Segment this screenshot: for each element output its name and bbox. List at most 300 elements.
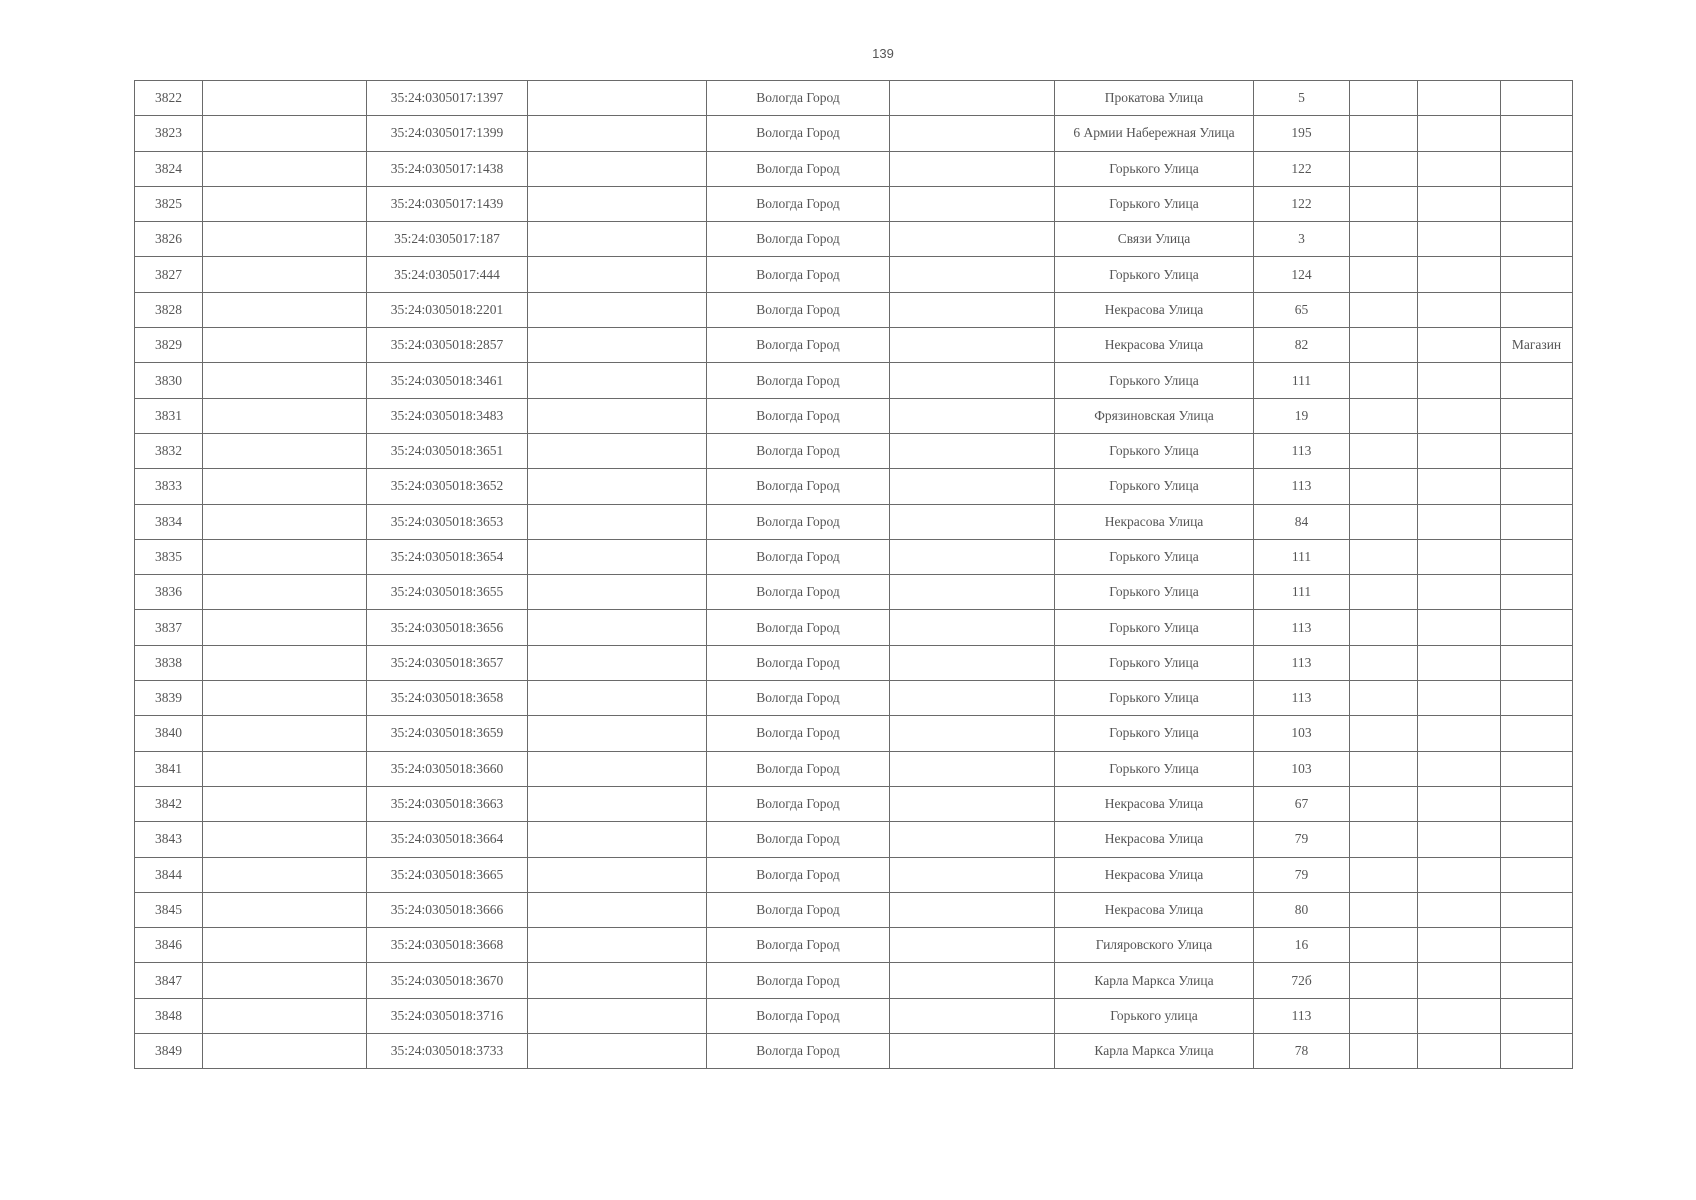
- cell-street: Горького Улица: [1055, 433, 1254, 468]
- cell-row-number: 3839: [135, 681, 203, 716]
- table-row: [135, 504, 1573, 539]
- cell-empty: [1418, 186, 1501, 221]
- cell-empty: [203, 469, 367, 504]
- cell-note: [1501, 751, 1573, 786]
- cell-house-number: 72б: [1254, 963, 1350, 998]
- cell-empty: [1418, 963, 1501, 998]
- cell-street: Прокатова Улица: [1055, 81, 1254, 116]
- cell-empty: [890, 292, 1055, 327]
- cell-row-number: 3833: [135, 469, 203, 504]
- cell-empty: [1418, 257, 1501, 292]
- cell-locality: Вологда Город: [707, 433, 890, 468]
- cell-row-number: 3840: [135, 716, 203, 751]
- cell-empty: [203, 151, 367, 186]
- cell-empty: [890, 328, 1055, 363]
- cell-house-number: 122: [1254, 151, 1350, 186]
- cell-cadastral-number: 35:24:0305018:3653: [367, 504, 528, 539]
- cell-empty: [1350, 786, 1418, 821]
- cell-street: Горького Улица: [1055, 645, 1254, 680]
- cell-cadastral-number: 35:24:0305018:3665: [367, 857, 528, 892]
- cell-empty: [1350, 257, 1418, 292]
- cell-empty: [890, 822, 1055, 857]
- cell-cadastral-number: 35:24:0305017:1397: [367, 81, 528, 116]
- cell-empty: [203, 681, 367, 716]
- table-row: [135, 610, 1573, 645]
- table-row: [135, 751, 1573, 786]
- cell-empty: [890, 998, 1055, 1033]
- cell-street: Некрасова Улица: [1055, 857, 1254, 892]
- cell-street: Горького Улица: [1055, 575, 1254, 610]
- cell-empty: [528, 610, 707, 645]
- cell-empty: [528, 257, 707, 292]
- table-row: [135, 575, 1573, 610]
- cell-house-number: 122: [1254, 186, 1350, 221]
- cell-empty: [1418, 857, 1501, 892]
- cell-row-number: 3827: [135, 257, 203, 292]
- cell-empty: [890, 575, 1055, 610]
- cell-note: [1501, 222, 1573, 257]
- cell-empty: [890, 433, 1055, 468]
- cell-empty: [528, 328, 707, 363]
- cell-locality: Вологда Город: [707, 398, 890, 433]
- cell-note: [1501, 681, 1573, 716]
- table-row: [135, 81, 1573, 116]
- cell-locality: Вологда Город: [707, 963, 890, 998]
- cell-street: Горького Улица: [1055, 257, 1254, 292]
- cell-empty: [890, 116, 1055, 151]
- table-row: [135, 292, 1573, 327]
- cell-street: Карла Маркса Улица: [1055, 963, 1254, 998]
- table-row: [135, 928, 1573, 963]
- cell-empty: [1350, 1034, 1418, 1069]
- cell-note: [1501, 963, 1573, 998]
- cell-empty: [1350, 645, 1418, 680]
- cell-empty: [1350, 963, 1418, 998]
- cell-cadastral-number: 35:24:0305018:3670: [367, 963, 528, 998]
- cell-empty: [890, 751, 1055, 786]
- table-row: [135, 469, 1573, 504]
- cell-house-number: 79: [1254, 857, 1350, 892]
- cell-empty: [1350, 716, 1418, 751]
- cell-house-number: 16: [1254, 928, 1350, 963]
- cell-empty: [1418, 575, 1501, 610]
- cell-empty: [1418, 928, 1501, 963]
- cell-locality: Вологда Город: [707, 81, 890, 116]
- cell-locality: Вологда Город: [707, 857, 890, 892]
- cell-empty: [1350, 81, 1418, 116]
- table-row: [135, 645, 1573, 680]
- cell-locality: Вологда Город: [707, 469, 890, 504]
- cell-empty: [1418, 504, 1501, 539]
- cell-empty: [1418, 81, 1501, 116]
- cell-empty: [1350, 575, 1418, 610]
- cell-locality: Вологда Город: [707, 928, 890, 963]
- registry-table: [134, 80, 1573, 1069]
- cell-locality: Вологда Город: [707, 151, 890, 186]
- cell-empty: [203, 610, 367, 645]
- cell-locality: Вологда Город: [707, 751, 890, 786]
- cell-empty: [1418, 892, 1501, 927]
- cell-empty: [890, 469, 1055, 504]
- cell-empty: [528, 963, 707, 998]
- cell-empty: [890, 398, 1055, 433]
- cell-empty: [528, 433, 707, 468]
- cell-empty: [528, 716, 707, 751]
- cell-empty: [1418, 433, 1501, 468]
- cell-note: [1501, 998, 1573, 1033]
- cell-street: Горького Улица: [1055, 186, 1254, 221]
- cell-empty: [1418, 1034, 1501, 1069]
- cell-note: [1501, 857, 1573, 892]
- cell-empty: [1418, 539, 1501, 574]
- cell-empty: [1418, 751, 1501, 786]
- cell-cadastral-number: 35:24:0305018:3716: [367, 998, 528, 1033]
- page-number: 139: [872, 46, 894, 61]
- cell-note: [1501, 822, 1573, 857]
- cell-cadastral-number: 35:24:0305017:187: [367, 222, 528, 257]
- table-row: [135, 857, 1573, 892]
- cell-locality: Вологда Город: [707, 892, 890, 927]
- cell-cadastral-number: 35:24:0305018:3663: [367, 786, 528, 821]
- cell-empty: [528, 398, 707, 433]
- cell-note: [1501, 504, 1573, 539]
- cell-empty: [203, 398, 367, 433]
- cell-locality: Вологда Город: [707, 610, 890, 645]
- cell-cadastral-number: 35:24:0305018:3656: [367, 610, 528, 645]
- cell-locality: Вологда Город: [707, 575, 890, 610]
- cell-empty: [203, 257, 367, 292]
- cell-note: [1501, 151, 1573, 186]
- cell-empty: [890, 892, 1055, 927]
- cell-row-number: 3848: [135, 998, 203, 1033]
- cell-cadastral-number: 35:24:0305018:3461: [367, 363, 528, 398]
- cell-street: Некрасова Улица: [1055, 504, 1254, 539]
- cell-empty: [1350, 539, 1418, 574]
- cell-empty: [1418, 998, 1501, 1033]
- cell-empty: [528, 363, 707, 398]
- table-row: [135, 892, 1573, 927]
- cell-empty: [203, 928, 367, 963]
- cell-empty: [1418, 716, 1501, 751]
- cell-empty: [1418, 610, 1501, 645]
- cell-cadastral-number: 35:24:0305018:3664: [367, 822, 528, 857]
- cell-row-number: 3844: [135, 857, 203, 892]
- cell-locality: Вологда Город: [707, 186, 890, 221]
- cell-cadastral-number: 35:24:0305018:3658: [367, 681, 528, 716]
- cell-empty: [1418, 363, 1501, 398]
- cell-house-number: 80: [1254, 892, 1350, 927]
- cell-street: Горького Улица: [1055, 469, 1254, 504]
- cell-cadastral-number: 35:24:0305018:3655: [367, 575, 528, 610]
- cell-empty: [203, 433, 367, 468]
- cell-row-number: 3830: [135, 363, 203, 398]
- cell-row-number: 3831: [135, 398, 203, 433]
- cell-house-number: 78: [1254, 1034, 1350, 1069]
- cell-empty: [890, 610, 1055, 645]
- cell-empty: [1418, 151, 1501, 186]
- cell-empty: [1418, 222, 1501, 257]
- cell-empty: [528, 645, 707, 680]
- cell-empty: [890, 81, 1055, 116]
- cell-cadastral-number: 35:24:0305018:3660: [367, 751, 528, 786]
- cell-locality: Вологда Город: [707, 998, 890, 1033]
- cell-locality: Вологда Город: [707, 504, 890, 539]
- cell-note: [1501, 186, 1573, 221]
- cell-row-number: 3837: [135, 610, 203, 645]
- cell-house-number: 111: [1254, 363, 1350, 398]
- cell-cadastral-number: 35:24:0305018:3666: [367, 892, 528, 927]
- cell-street: Горького Улица: [1055, 681, 1254, 716]
- cell-empty: [1350, 292, 1418, 327]
- cell-cadastral-number: 35:24:0305018:3657: [367, 645, 528, 680]
- cell-row-number: 3849: [135, 1034, 203, 1069]
- cell-street: Фрязиновская Улица: [1055, 398, 1254, 433]
- cell-empty: [528, 539, 707, 574]
- table-row: [135, 151, 1573, 186]
- cell-empty: [203, 504, 367, 539]
- cell-locality: Вологда Город: [707, 116, 890, 151]
- cell-empty: [203, 328, 367, 363]
- cell-cadastral-number: 35:24:0305018:2857: [367, 328, 528, 363]
- table-row: [135, 433, 1573, 468]
- cell-empty: [890, 857, 1055, 892]
- cell-note: [1501, 116, 1573, 151]
- cell-empty: [890, 681, 1055, 716]
- cell-empty: [203, 751, 367, 786]
- cell-empty: [1350, 751, 1418, 786]
- cell-house-number: 111: [1254, 539, 1350, 574]
- cell-empty: [1418, 292, 1501, 327]
- cell-street: Карла Маркса Улица: [1055, 1034, 1254, 1069]
- cell-cadastral-number: 35:24:0305018:3668: [367, 928, 528, 963]
- cell-street: Горького Улица: [1055, 751, 1254, 786]
- cell-house-number: 103: [1254, 751, 1350, 786]
- cell-empty: [203, 575, 367, 610]
- cell-empty: [890, 645, 1055, 680]
- cell-house-number: 65: [1254, 292, 1350, 327]
- cell-row-number: 3822: [135, 81, 203, 116]
- cell-empty: [203, 963, 367, 998]
- cell-street: Некрасова Улица: [1055, 786, 1254, 821]
- cell-row-number: 3828: [135, 292, 203, 327]
- cell-house-number: 113: [1254, 469, 1350, 504]
- cell-empty: [203, 116, 367, 151]
- cell-empty: [528, 116, 707, 151]
- cell-empty: [1350, 151, 1418, 186]
- cell-empty: [1418, 469, 1501, 504]
- cell-street: Некрасова Улица: [1055, 292, 1254, 327]
- cell-note: [1501, 928, 1573, 963]
- cell-row-number: 3832: [135, 433, 203, 468]
- cell-empty: [1418, 328, 1501, 363]
- cell-locality: Вологда Город: [707, 681, 890, 716]
- cell-empty: [203, 363, 367, 398]
- cell-empty: [528, 504, 707, 539]
- table-row: [135, 328, 1573, 363]
- cell-street: Связи Улица: [1055, 222, 1254, 257]
- cell-empty: [890, 151, 1055, 186]
- cell-note: [1501, 575, 1573, 610]
- cell-empty: [890, 928, 1055, 963]
- cell-empty: [890, 716, 1055, 751]
- cell-empty: [203, 857, 367, 892]
- cell-cadastral-number: 35:24:0305018:3483: [367, 398, 528, 433]
- cell-empty: [528, 681, 707, 716]
- cell-empty: [528, 222, 707, 257]
- cell-house-number: 82: [1254, 328, 1350, 363]
- cell-empty: [528, 822, 707, 857]
- cell-cadastral-number: 35:24:0305018:3654: [367, 539, 528, 574]
- cell-empty: [528, 151, 707, 186]
- cell-locality: Вологда Город: [707, 222, 890, 257]
- cell-empty: [203, 1034, 367, 1069]
- cell-empty: [528, 186, 707, 221]
- cell-empty: [890, 786, 1055, 821]
- cell-empty: [528, 998, 707, 1033]
- cell-note: [1501, 363, 1573, 398]
- cell-street: Некрасова Улица: [1055, 328, 1254, 363]
- cell-empty: [1418, 645, 1501, 680]
- cell-empty: [1418, 116, 1501, 151]
- cell-cadastral-number: 35:24:0305017:444: [367, 257, 528, 292]
- cell-street: Горького Улица: [1055, 539, 1254, 574]
- cell-empty: [1418, 398, 1501, 433]
- cell-house-number: 113: [1254, 645, 1350, 680]
- cell-note: [1501, 645, 1573, 680]
- table-row: [135, 786, 1573, 821]
- cell-locality: Вологда Город: [707, 822, 890, 857]
- cell-empty: [203, 998, 367, 1033]
- cell-cadastral-number: 35:24:0305018:3733: [367, 1034, 528, 1069]
- table-row: [135, 257, 1573, 292]
- cell-empty: [890, 257, 1055, 292]
- cell-locality: Вологда Город: [707, 539, 890, 574]
- cell-empty: [203, 822, 367, 857]
- cell-empty: [203, 292, 367, 327]
- cell-empty: [203, 539, 367, 574]
- cell-house-number: 3: [1254, 222, 1350, 257]
- cell-house-number: 113: [1254, 610, 1350, 645]
- cell-locality: Вологда Город: [707, 1034, 890, 1069]
- cell-cadastral-number: 35:24:0305017:1438: [367, 151, 528, 186]
- cell-empty: [528, 575, 707, 610]
- cell-note: [1501, 892, 1573, 927]
- cell-empty: [528, 469, 707, 504]
- cell-empty: [1418, 822, 1501, 857]
- cell-cadastral-number: 35:24:0305018:3651: [367, 433, 528, 468]
- cell-empty: [1350, 681, 1418, 716]
- cell-row-number: 3829: [135, 328, 203, 363]
- cell-note: [1501, 469, 1573, 504]
- table-row: [135, 186, 1573, 221]
- cell-empty: [203, 186, 367, 221]
- cell-locality: Вологда Город: [707, 363, 890, 398]
- table-row: [135, 716, 1573, 751]
- cell-empty: [528, 892, 707, 927]
- cell-cadastral-number: 35:24:0305018:3652: [367, 469, 528, 504]
- table-row: [135, 116, 1573, 151]
- table-row: [135, 1034, 1573, 1069]
- table-row: [135, 539, 1573, 574]
- cell-row-number: 3841: [135, 751, 203, 786]
- cell-empty: [1350, 433, 1418, 468]
- cell-locality: Вологда Город: [707, 716, 890, 751]
- cell-row-number: 3835: [135, 539, 203, 574]
- cell-locality: Вологда Город: [707, 292, 890, 327]
- cell-row-number: 3846: [135, 928, 203, 963]
- cell-row-number: 3845: [135, 892, 203, 927]
- cell-empty: [1350, 892, 1418, 927]
- cell-street: Гиляровского Улица: [1055, 928, 1254, 963]
- cell-note: [1501, 398, 1573, 433]
- table-row: [135, 963, 1573, 998]
- cell-empty: [1350, 398, 1418, 433]
- cell-note: [1501, 786, 1573, 821]
- cell-empty: [203, 222, 367, 257]
- cell-house-number: 195: [1254, 116, 1350, 151]
- cell-street: Некрасова Улица: [1055, 822, 1254, 857]
- cell-empty: [528, 751, 707, 786]
- cell-cadastral-number: 35:24:0305018:3659: [367, 716, 528, 751]
- cell-empty: [890, 963, 1055, 998]
- cell-empty: [1350, 822, 1418, 857]
- cell-empty: [203, 892, 367, 927]
- table-row: [135, 363, 1573, 398]
- cell-empty: [203, 716, 367, 751]
- cell-cadastral-number: 35:24:0305017:1399: [367, 116, 528, 151]
- cell-note: [1501, 81, 1573, 116]
- cell-empty: [1418, 681, 1501, 716]
- cell-empty: [890, 222, 1055, 257]
- cell-note: [1501, 716, 1573, 751]
- cell-locality: Вологда Город: [707, 328, 890, 363]
- cell-street: Горького Улица: [1055, 716, 1254, 751]
- table-row: [135, 998, 1573, 1033]
- cell-street: 6 Армии Набережная Улица: [1055, 116, 1254, 151]
- cell-empty: [528, 857, 707, 892]
- table-row: [135, 681, 1573, 716]
- cell-street: Некрасова Улица: [1055, 892, 1254, 927]
- cell-empty: [1350, 363, 1418, 398]
- cell-locality: Вологда Город: [707, 257, 890, 292]
- cell-empty: [1350, 610, 1418, 645]
- cell-row-number: 3836: [135, 575, 203, 610]
- cell-house-number: 111: [1254, 575, 1350, 610]
- cell-empty: [528, 81, 707, 116]
- cell-house-number: 103: [1254, 716, 1350, 751]
- cell-empty: [1350, 116, 1418, 151]
- cell-empty: [203, 786, 367, 821]
- table-row: [135, 822, 1573, 857]
- cell-empty: [1350, 469, 1418, 504]
- cell-house-number: 113: [1254, 681, 1350, 716]
- cell-note: [1501, 610, 1573, 645]
- cell-row-number: 3826: [135, 222, 203, 257]
- cell-house-number: 113: [1254, 433, 1350, 468]
- table-body: [135, 81, 1573, 1069]
- cell-empty: [528, 1034, 707, 1069]
- cell-note: Магазин: [1501, 328, 1573, 363]
- cell-street: Горького Улица: [1055, 363, 1254, 398]
- cell-row-number: 3834: [135, 504, 203, 539]
- cell-row-number: 3823: [135, 116, 203, 151]
- cell-locality: Вологда Город: [707, 786, 890, 821]
- cell-empty: [890, 539, 1055, 574]
- cell-street: Горького Улица: [1055, 610, 1254, 645]
- cell-empty: [1418, 786, 1501, 821]
- cell-house-number: 67: [1254, 786, 1350, 821]
- table-row: [135, 398, 1573, 433]
